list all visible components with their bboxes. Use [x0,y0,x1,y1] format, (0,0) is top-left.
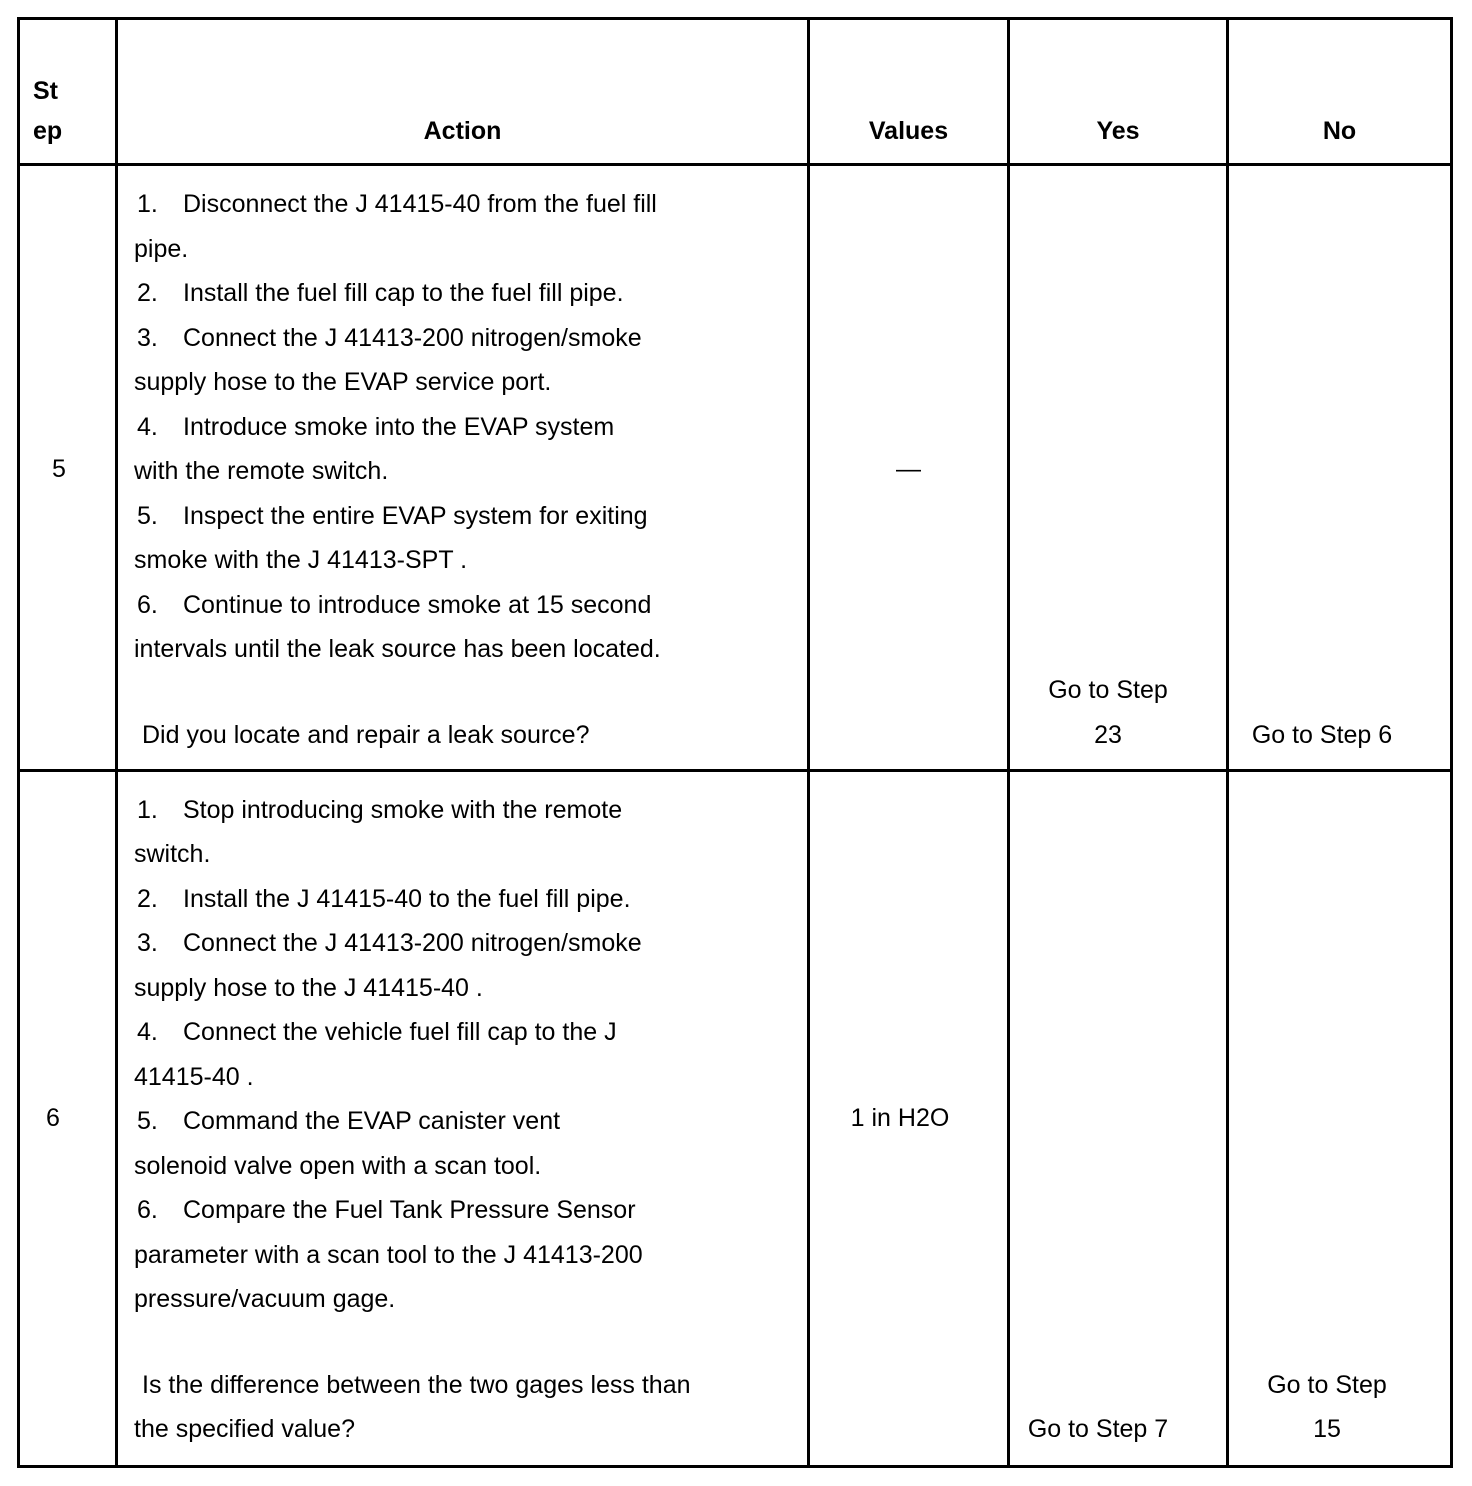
action-item-text: Compare the Fuel Tank Pressure Sensor [183,1196,636,1224]
action-item-continuation: solenoid valve open with a scan tool. [134,1152,542,1180]
no-result: Go to Step 6 [1251,721,1393,749]
action-item-continuation: supply hose to the EVAP service port. [134,368,552,396]
diagnostic-table [17,17,1453,1468]
header-step-line1: St [33,77,58,105]
action-item [137,271,624,316]
action-item-continuation: with the remote switch. [134,457,389,485]
row-divider [17,163,1453,166]
step-number: 5 [52,455,66,483]
action-item-number: 1. [137,796,158,824]
column-divider [115,17,118,1468]
action-item-continuation: pressure/vacuum gage. [134,1285,396,1313]
action-item-text: Continue to introduce smoke at 15 second [183,591,652,619]
action-question: Is the difference between the two gages less than [142,1371,691,1399]
action-item-number: 4. [137,413,158,441]
action-item-text: Introduce smoke into the EVAP system [183,413,615,441]
no-result-line1: Go to Step [1267,1371,1387,1399]
action-item-continuation: intervals until the leak source has been located. [134,635,661,663]
action-item-number: 5. [137,1107,158,1135]
action-item-text: Command the EVAP canister vent [183,1107,561,1135]
action-item-text: Connect the J 41413-200 nitrogen/smoke [183,929,642,957]
action-item [137,316,642,361]
action-item [137,921,642,966]
action-item-number: 5. [137,502,158,530]
header-values: Values [868,117,949,145]
no-result-line2: 15 [1313,1415,1341,1443]
column-divider [807,17,810,1468]
yes-result: Go to Step 7 [1027,1415,1169,1443]
action-item-text: Connect the vehicle fuel fill cap to the J [183,1018,617,1046]
action-item-number: 3. [137,324,158,352]
action-item-number: 6. [137,1196,158,1224]
action-item [137,182,657,227]
step-number: 6 [46,1104,60,1132]
action-item-continuation: 41415-40 . [134,1063,254,1091]
table-border-bottom [17,1465,1453,1468]
header-step-line2: ep [33,117,63,145]
action-item-continuation: supply hose to the J 41415-40 . [134,974,483,1002]
action-item-text: Inspect the entire EVAP system for exiting [183,502,648,530]
action-item [137,583,651,628]
action-item-number: 3. [137,929,158,957]
action-item [137,1188,636,1233]
row-divider [17,769,1453,772]
action-item-number: 4. [137,1018,158,1046]
table-border-right [1450,17,1453,1468]
action-item-text: Stop introducing smoke with the remote [183,796,623,824]
action-question-continuation: the specified value? [134,1415,355,1443]
action-item-text: Install the fuel fill cap to the fuel fill pipe. [183,279,624,307]
table-border-left [17,17,20,1468]
header-no: No [1322,117,1357,145]
action-item [137,788,622,833]
action-item [137,1010,617,1055]
value-cell: 1 in H2O [850,1104,950,1132]
action-item-text: Install the J 41415-40 to the fuel fill pipe. [183,885,631,913]
action-item-continuation: parameter with a scan tool to the J 41413-200 [134,1241,643,1269]
table-border-top [17,17,1453,20]
action-item-number: 1. [137,190,158,218]
action-item-text: Connect the J 41413-200 nitrogen/smoke [183,324,642,352]
action-item [137,877,631,922]
action-item-continuation: pipe. [134,235,189,263]
yes-result-line1: Go to Step [1048,676,1168,704]
action-item [137,1099,560,1144]
header-action: Action [423,117,502,145]
action-item-continuation: smoke with the J 41413-SPT . [134,546,468,574]
action-item-text: Disconnect the J 41415-40 from the fuel fill [183,190,657,218]
action-question: Did you locate and repair a leak source? [142,721,590,749]
action-item [137,494,648,539]
action-item-number: 2. [137,279,158,307]
action-item-number: 6. [137,591,158,619]
yes-result-line2: 23 [1094,721,1122,749]
action-item-continuation: switch. [134,840,211,868]
action-item [137,405,614,450]
action-item-number: 2. [137,885,158,913]
value-cell: — [896,455,921,483]
header-yes: Yes [1096,117,1140,145]
